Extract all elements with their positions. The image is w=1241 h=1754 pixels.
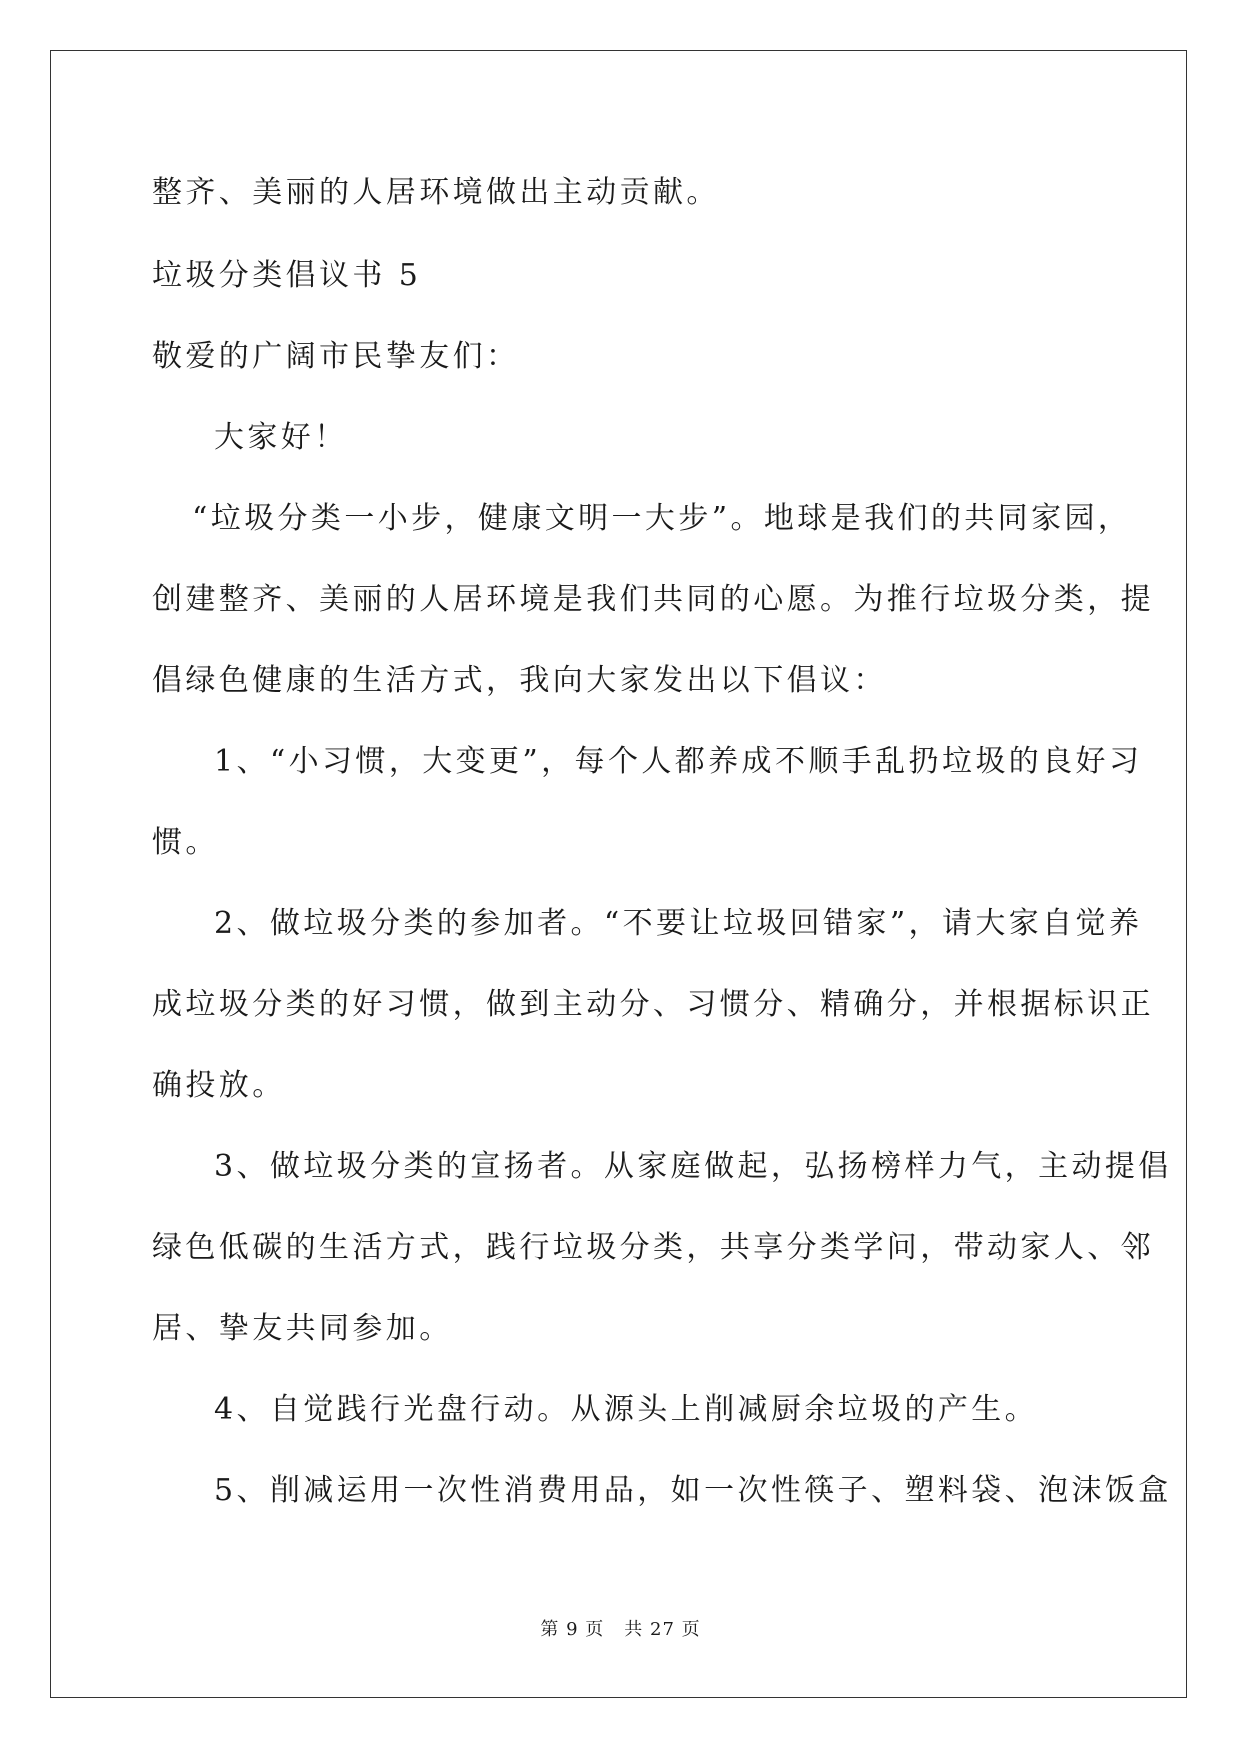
page-footer	[0, 1618, 1241, 1642]
page-number: 第 9 页	[540, 1619, 605, 1640]
paragraph-line: “垃圾分类一小步，健康文明一大步”。地球是我们的共同家园，	[192, 501, 1132, 536]
page-border	[50, 50, 1187, 1698]
paragraph-line: 惯。	[152, 825, 219, 860]
list-item-5: 5、削减运用一次性消费用品，如一次性筷子、塑料袋、泡沫饭盒	[214, 1473, 1172, 1508]
section-title: 垃圾分类倡议书 5	[152, 258, 422, 293]
paragraph-line: 居、挚友共同参加。	[152, 1311, 453, 1346]
paragraph-line: 绿色低碳的生活方式，践行垃圾分类，共享分类学问，带动家人、邻	[152, 1230, 1154, 1265]
salutation: 敬爱的广阔市民挚友们：	[152, 339, 520, 374]
greeting: 大家好！	[214, 420, 348, 455]
paragraph-line: 倡绿色健康的生活方式，我向大家发出以下倡议：	[152, 663, 887, 698]
paragraph-line: 整齐、美丽的人居环境做出主动贡献。	[152, 175, 720, 210]
list-item-4: 4、自觉践行光盘行动。从源头上削减厨余垃圾的产生。	[214, 1392, 1039, 1427]
paragraph-line: 创建整齐、美丽的人居环境是我们共同的心愿。为推行垃圾分类，提	[152, 582, 1154, 617]
list-item-2: 2、做垃圾分类的参加者。“不要让垃圾回错家”，请大家自觉养	[214, 906, 1143, 941]
list-item-3: 3、做垃圾分类的宣扬者。从家庭做起，弘扬榜样力气，主动提倡	[214, 1149, 1172, 1184]
paragraph-line: 成垃圾分类的好习惯，做到主动分、习惯分、精确分，并根据标识正	[152, 987, 1154, 1022]
list-item-1: 1、“小习惯，大变更”，每个人都养成不顺手乱扔垃圾的良好习	[214, 744, 1143, 779]
paragraph-line: 确投放。	[152, 1068, 286, 1103]
page-total: 共 27 页	[624, 1619, 701, 1640]
